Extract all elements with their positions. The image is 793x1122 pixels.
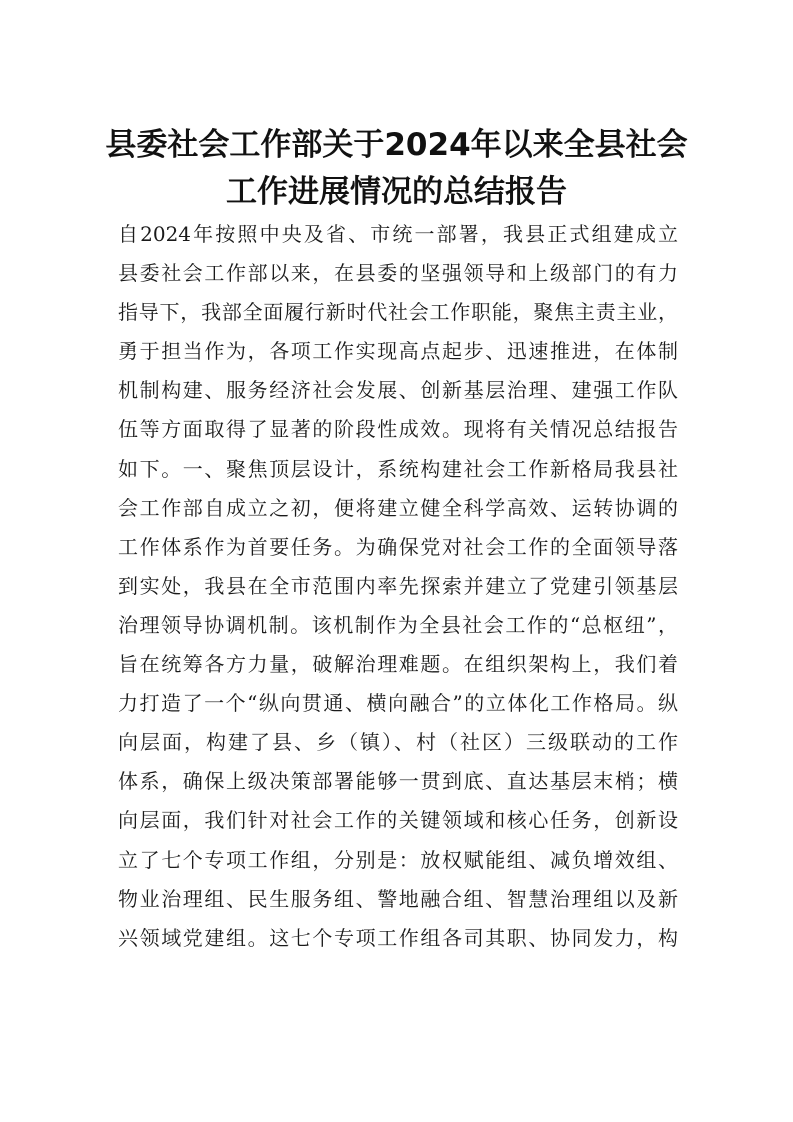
body-line: 伍等方面取得了显著的阶段性成效。现将有关情况总结报告 [118,417,678,442]
body-line: 机制构建、服务经济社会发展、创新基层治理、建强工作队 [118,378,678,403]
body-line: 县委社会工作部以来，在县委的坚强领导和上级部门的有力 [118,261,678,286]
body-line: 勇于担当作为，各项工作实现高点起步、迅速推进，在体制 [118,339,678,364]
body-line: 自2024年按照中央及省、市统一部署，我县正式组建成立 [118,222,678,246]
body-line: 力打造了一个“纵向贯通、横向融合”的立体化工作格局。纵 [118,691,678,716]
body-line: 立了七个专项工作组，分别是：放权赋能组、减负增效组、 [118,847,678,872]
body-line: 向层面，我们针对社会工作的关键领域和核心任务，创新设 [118,808,678,833]
document-title-line-2: 工作进展情况的总结报告 [226,174,567,210]
document-title-line-1: 县委社会工作部关于2024年以来全县社会 [105,127,688,163]
document-body [118,215,678,958]
body-line: 治理领导协调机制。该机制作为全县社会工作的“总枢纽”， [118,612,678,637]
body-line: 工作体系作为首要任务。为确保党对社会工作的全面领导落 [118,534,678,559]
body-line: 指导下，我部全面履行新时代社会工作职能，聚焦主责主业， [118,300,678,325]
body-line: 物业治理组、民生服务组、警地融合组、智慧治理组以及新 [118,886,678,911]
body-line: 向层面，构建了县、乡（镇）、村（社区）三级联动的工作 [118,730,678,755]
body-line: 旨在统筹各方力量，破解治理难题。在组织架构上，我们着 [118,652,678,677]
body-line: 如下。一、聚焦顶层设计，系统构建社会工作新格局我县社 [118,456,678,481]
body-line: 到实处，我县在全市范围内率先探索并建立了党建引领基层 [118,573,678,598]
body-line: 会工作部自成立之初，便将建立健全科学高效、运转协调的 [118,495,678,520]
body-line: 体系，确保上级决策部署能够一贯到底、直达基层末梢；横 [118,769,678,794]
body-line: 兴领域党建组。这七个专项工作组各司其职、协同发力，构 [118,925,678,950]
